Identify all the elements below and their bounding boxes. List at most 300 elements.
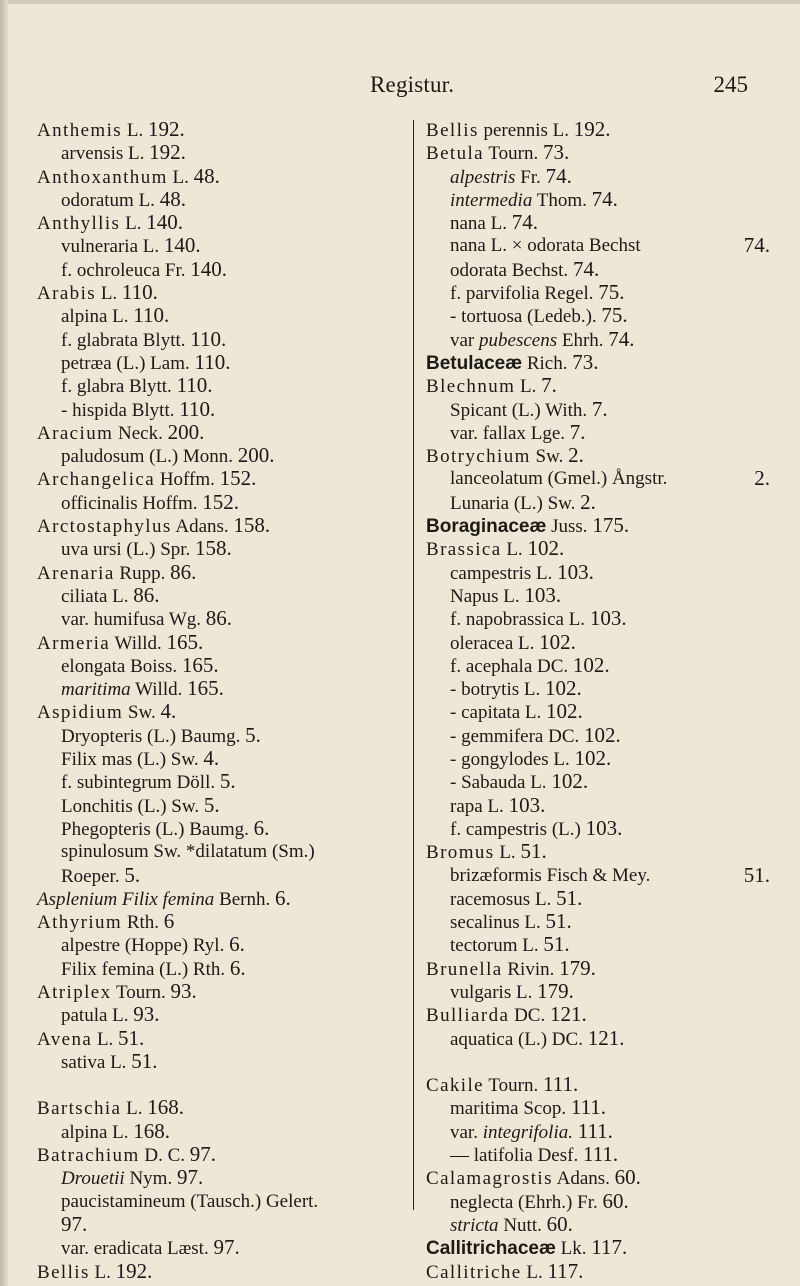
entry-page-ref: 97. [176,1165,204,1190]
page-number: 245 [713,72,748,97]
entry-page-ref: 51. [520,839,547,864]
entry-authority: D. C. [139,1145,190,1167]
entry-page-ref: 158. [233,513,271,538]
entry-authority: Rupp. [114,562,171,584]
entry-page-ref: 7. [591,396,608,421]
index-entry-species [426,211,770,234]
entry-page-ref: 179. [559,955,596,980]
index-entry-species [37,537,407,560]
entry-text: var. [450,1121,483,1143]
index-entry-species [37,677,407,700]
entry-text: Thom. [532,189,592,211]
entry-text: Dryopteris (L.) Baumg. [61,725,246,747]
entry-name: Betulaceæ [426,352,523,374]
entry-text: var. fallax Lge. [450,422,570,444]
index-entry-species [426,1213,770,1236]
index-entry-species [426,864,770,887]
entry-authority: L. [494,842,521,864]
index-entry-species [426,887,770,910]
index-entry-species [37,1003,407,1026]
entry-text: - gemmifera DC. [450,725,585,747]
entry-page-ref: 158. [195,536,232,561]
entry-text: elongata Boiss. [61,655,182,677]
entry-name: Brassica [426,539,502,561]
entry-text: tectorum L. [450,935,544,957]
entry-text: f. campestris (L.) [450,818,586,840]
index-entry-species [37,840,407,863]
entry-page-ref: 121. [549,1002,587,1027]
entry-page-ref: 51. [543,932,570,957]
entry-name: Bellis [37,1261,90,1283]
entry-text: odorata Bechst. [450,259,573,281]
entry-page-ref: 5. [124,862,141,887]
entry-text: Roeper. [61,865,125,887]
entry-page-ref: 6. [275,885,291,910]
entry-page-ref: 117. [591,1235,628,1260]
index-entry-species [37,188,407,211]
index-entry-genus [37,887,407,910]
entry-text: f. glabra Blytt. [61,376,177,398]
index-entry-species [37,957,407,980]
index-entry-genus [37,1143,407,1166]
entry-name: Aspidium [37,702,124,724]
entry-authority: L. [515,376,542,398]
entry-name: Arctostaphylus [37,516,172,538]
index-entry-genus [426,444,770,467]
entry-text: var. eradicata Læst. [61,1238,214,1260]
index-entry-genus [37,980,407,1003]
entry-text: - Sabauda L. [450,772,552,794]
entry-page-ref: 7. [541,373,557,398]
entry-authority: L. [521,1261,548,1283]
index-entry-genus [37,1260,407,1283]
entry-page-ref: 74. [608,326,635,351]
entry-name: Betula [426,143,484,165]
index-entry-species [37,794,407,817]
entry-text: paludosum (L.) Monn. [61,446,238,468]
index-entry-species [426,467,770,490]
entry-page-ref: 75. [598,280,625,305]
entry-name: Brunella [426,958,503,980]
entry-page-ref: 140. [190,256,228,281]
entry-authority: Adans. [552,1168,615,1190]
entry-page-ref: 111. [582,1142,619,1167]
entry-page-ref: 103. [585,815,623,840]
index-entry-species [37,351,407,374]
entry-text: uva ursi (L.) Spr. [61,539,196,561]
index-entry-species [37,864,407,887]
entry-name: Anthoxanthum [37,166,168,188]
index-entry-species [426,770,770,793]
entry-page-ref: 102. [545,676,582,701]
index-entry-genus [426,840,770,863]
entry-page-ref: 102. [551,769,589,794]
entry-authority: L. [96,283,122,305]
entry-text: patula L. [61,1005,134,1027]
index-entry-species [426,584,770,607]
entry-page-ref: 2. [754,466,770,491]
entry-page-ref: 5. [203,792,220,817]
index-entry-species [37,1190,407,1213]
entry-name: Armeria [37,632,111,654]
entry-italic-name: pubescens [479,329,558,351]
index-entry-species [426,304,770,327]
entry-text: rapa L. [450,795,509,817]
entry-authority: Hoffm. [155,469,220,491]
entry-text: f. ochroleuca Fr. [61,259,191,281]
index-entry-species [426,281,770,304]
entry-name: Bartschia [37,1098,122,1120]
entry-authority: L. [120,213,147,235]
index-entry-species [426,188,770,211]
entry-text: f. parvifolia Regel. [450,283,599,305]
index-entry-genus [37,281,407,304]
index-entry-genus [426,118,770,141]
index-entry-species [37,304,407,327]
entry-authority: Rivin. [502,958,560,980]
entry-page-ref: 60. [602,1188,629,1213]
entry-page-ref: 152. [219,466,257,491]
entry-page-ref: 102. [574,746,612,771]
entry-page-ref: 102. [572,652,610,677]
index-entry-species [426,561,770,584]
entry-page-ref: 168. [133,1118,171,1143]
index-entry-species [426,677,770,700]
entry-page-ref: 6. [229,932,245,957]
entry-page-ref: 121. [587,1025,625,1050]
index-entry-species [426,654,770,677]
index-entry-species [37,770,407,793]
entry-page-ref: 7. [569,419,586,444]
entry-page-ref: 4. [203,746,220,771]
entry-page-ref: 102. [546,699,583,724]
entry-text: alpina L. [61,1121,134,1143]
entry-name: Atriplex [37,981,112,1003]
entry-page-ref: 200. [167,419,205,444]
index-entry-species [426,1096,770,1119]
entry-name: Arenaria [37,562,115,584]
entry-page-ref: 51. [131,1048,158,1073]
index-entry-species [426,747,770,770]
index-entry-species [37,933,407,956]
entry-text: Lunaria (L.) Sw. [450,492,581,514]
entry-name: Athyrium [37,912,123,934]
entry-text: spinulosum Sw. *dilatatum (Sm.) [61,841,315,863]
entry-text: sativa L. [61,1051,132,1073]
entry-italic-name: integrifolia. [482,1121,573,1143]
entry-authority: Rich. [522,352,573,374]
index-entry-species [37,374,407,397]
index-entry-species [37,328,407,351]
entry-text: oleracea L. [450,632,540,654]
entry-italic-name: intermedia [450,189,533,211]
index-entry-genus [37,700,407,723]
entry-text: — latifolia Desf. [450,1145,583,1167]
entry-text: Nym. [124,1168,177,1190]
index-entry-species [426,631,770,654]
index-gap [37,1073,407,1096]
entry-italic-name: stricta [450,1214,499,1236]
entry-page-ref: 6 [163,909,175,934]
entry-text: var [450,329,480,351]
index-entry-species [37,654,407,677]
index-entry-genus [426,1260,770,1283]
entry-text: Napus L. [450,585,525,607]
entry-page-ref: 102. [584,722,621,747]
entry-page-ref: 111. [570,1095,607,1120]
entry-page-ref: 111. [543,1072,579,1097]
entry-page-ref: 51. [545,909,572,934]
entry-page-ref: 102. [527,536,565,561]
entry-name: Bulliarda [426,1005,510,1027]
entry-page-ref: 75. [601,303,628,328]
entry-text: secalinus L. [450,912,546,934]
index-entry-species [426,607,770,630]
entry-authority: Tourn. [484,1075,544,1097]
entry-text: officinalis Hoffm. [61,492,203,514]
index-entry-species [426,724,770,747]
entry-page-ref: 74. [572,256,600,281]
index-entry-species [426,1143,770,1166]
entry-name: Archangelica [37,469,156,491]
index-entry-species [426,421,770,444]
entry-page-ref: 103. [524,582,562,607]
index-entry-genus [37,211,407,234]
index-entry-species [37,1050,407,1073]
entry-page-ref: 6. [229,955,246,980]
entry-name: Anthemis [37,120,123,141]
entry-text: alpina L. [61,306,134,328]
index-entry-species [426,933,770,956]
entry-text: f. glabrata Blytt. [61,329,191,351]
index-entry-species [37,1236,407,1259]
index-entry-species [37,491,407,514]
index-entry-species [37,1166,407,1189]
index-entry-genus [426,1073,770,1096]
entry-name: Bellis [426,120,479,141]
entry-authority: L. [501,539,528,561]
entry-text: paucistamineum (Tausch.) Gelert. [61,1190,319,1212]
index-entry-species [426,328,770,351]
index-entry-genus [37,631,407,654]
entry-authority: perennis L. [478,120,574,141]
entry-page-ref: 103. [557,559,594,584]
entry-page-ref: 110. [179,396,216,421]
page-top-edge [0,0,800,4]
entry-authority: Adans. [171,516,234,538]
entry-authority: L. [122,120,148,141]
entry-name: Bromus [426,842,495,864]
index-entry-genus [37,1096,407,1119]
entry-page-ref: 74. [511,210,538,235]
index-entry-species [426,980,770,1003]
entry-name: Anthyllis [37,213,121,235]
entry-page-ref: 110. [194,349,231,374]
entry-page-ref: 192. [115,1258,153,1283]
index-entry-species [37,607,407,630]
entry-page-ref: 165. [166,629,204,654]
entry-text: f. acephala DC. [450,655,573,677]
entry-page-ref: 86. [205,606,233,631]
entry-page-ref: 86. [133,582,160,607]
index-entry-species [37,234,407,257]
entry-authority: L. [89,1261,116,1283]
entry-authority: Sw. [530,446,569,468]
index-entry-genus [37,165,407,188]
entry-name: Cakile [426,1075,484,1097]
page-header [0,72,800,102]
index-entry-genus [426,1003,770,1026]
index-entry-species [37,1213,407,1236]
entry-page-ref: 117. [547,1258,584,1283]
entry-page-ref: 4. [160,699,177,724]
index-entry-species [426,234,770,257]
entry-text: - hispida Blytt. [61,399,180,421]
entry-page-ref: 74. [743,233,770,258]
entry-name: Botrychium [426,446,531,468]
entry-name: Callitriche [426,1261,522,1283]
entry-page-ref: 192. [147,117,185,141]
index-entry-species [426,910,770,933]
page-title: Registur. [370,72,455,97]
index-entry-species [426,398,770,421]
entry-page-ref: 110. [133,303,170,328]
index-entry-species [37,258,407,281]
entry-page-ref: 179. [537,978,574,1003]
entry-authority: Tourn. [111,981,171,1003]
entry-authority: L. [167,166,194,188]
entry-page-ref: 97. [61,1211,88,1236]
index-entry-family [426,1236,770,1259]
index-entry-species [426,1190,770,1213]
entry-page-ref: 97. [189,1142,217,1167]
entry-page-ref: 152. [202,489,239,514]
entry-authority: L. [92,1028,119,1050]
index-entry-genus [37,421,407,444]
entry-text: Willd. [130,679,188,701]
index-entry-species [426,165,770,188]
entry-authority: Neck. [113,422,168,444]
entry-page-ref: 140. [146,210,183,235]
entry-name: Aracium [37,422,114,444]
entry-page-ref: 74. [591,186,618,211]
entry-text: petræa (L.) Lam. [61,352,195,374]
entry-page-ref: 60. [614,1165,641,1190]
entry-page-ref: 103. [508,792,546,817]
index-entry-genus [37,118,407,141]
entry-text: racemosus L. [450,888,557,910]
entry-text: Phegopteris (L.) Baumg. [61,818,254,840]
entry-page-ref: 140. [163,233,201,258]
index-entry-species [37,584,407,607]
entry-page-ref: 110. [121,280,158,305]
entry-text: Ehrh. [557,329,609,351]
entry-text: neglecta (Ehrh.) Fr. [450,1191,603,1213]
entry-page-ref: 165. [181,652,219,677]
entry-text: - botrytis L. [450,679,545,701]
entry-page-ref: 200. [237,443,275,468]
entry-text: - capitata L. [450,702,547,724]
entry-page-ref: 102. [539,629,576,654]
index-entry-family [426,514,770,537]
entry-page-ref: 103. [589,606,627,631]
index-entry-genus [37,1027,407,1050]
entry-text: ciliata L. [61,585,134,607]
index-entry-species [37,444,407,467]
entry-page-ref: 2. [568,443,584,468]
entry-text: odoratum L. [61,189,160,211]
index-entry-species [426,700,770,723]
index-entry-species [37,817,407,840]
entry-name: Callitrichaceæ [426,1238,556,1260]
entry-italic-name: Drouetii [61,1168,125,1190]
entry-name: Calamagrostis [426,1168,553,1190]
index-entry-species [426,258,770,281]
entry-italic-name: maritima [61,679,131,701]
entry-page-ref: 168. [147,1095,184,1120]
entry-authority: L. [121,1098,148,1120]
entry-authority: DC. [509,1005,550,1027]
entry-page-ref: 192. [149,140,186,165]
entry-italic-name: Asplenium Filix femina [37,888,215,910]
entry-text: campestris L. [450,562,558,584]
entry-name: Blechnum [426,376,516,398]
index-entry-species [37,724,407,747]
entry-page-ref: 5. [245,722,261,747]
entry-name: Boraginaceæ [426,516,547,538]
index-gap [426,1050,770,1073]
entry-page-ref: 51. [118,1025,145,1050]
index-entry-species [426,794,770,817]
entry-page-ref: 51. [556,885,583,910]
entry-page-ref: 73. [572,349,599,374]
index-entry-genus [426,957,770,980]
entry-text: Nutt. [498,1214,547,1236]
entry-text: - gongylodes L. [450,749,575,771]
entry-text: Bernh. [214,888,275,910]
entry-page-ref: 93. [170,978,197,1003]
entry-page-ref: 2. [580,489,596,514]
column-divider [413,120,414,1210]
entry-authority: Lk. [555,1238,592,1260]
entry-text: nana L. × odorata Bechst [450,235,641,257]
index-entry-species [426,1120,770,1143]
entry-name: Avena [37,1028,93,1050]
entry-page-ref: 110. [176,373,213,398]
entry-page-ref: 165. [187,676,224,701]
entry-text: Filix femina (L.) Rth. [61,958,230,980]
index-entry-genus [426,141,770,164]
index-entry-genus [426,374,770,397]
index-entry-species [426,1027,770,1050]
entry-text: Filix mas (L.) Sw. [61,749,204,771]
entry-text: brizæformis Fisch & Mey. [450,864,651,886]
index-entry-genus [37,467,407,490]
index-entry-family [426,351,770,374]
entry-text: Lonchitis (L.) Sw. [61,795,204,817]
index-entry-genus [426,537,770,560]
entry-page-ref: 60. [546,1211,573,1236]
entry-authority: Willd. [110,632,167,654]
entry-text: aquatica (L.) DC. [450,1028,588,1050]
entry-authority: Rth. [122,912,164,934]
entry-page-ref: 48. [193,163,220,188]
entry-name: Batrachium [37,1145,140,1167]
entry-page-ref: 110. [190,326,227,351]
entry-page-ref: 86. [170,559,197,584]
entry-text: vulgaris L. [450,981,538,1003]
index-entry-genus [37,561,407,584]
